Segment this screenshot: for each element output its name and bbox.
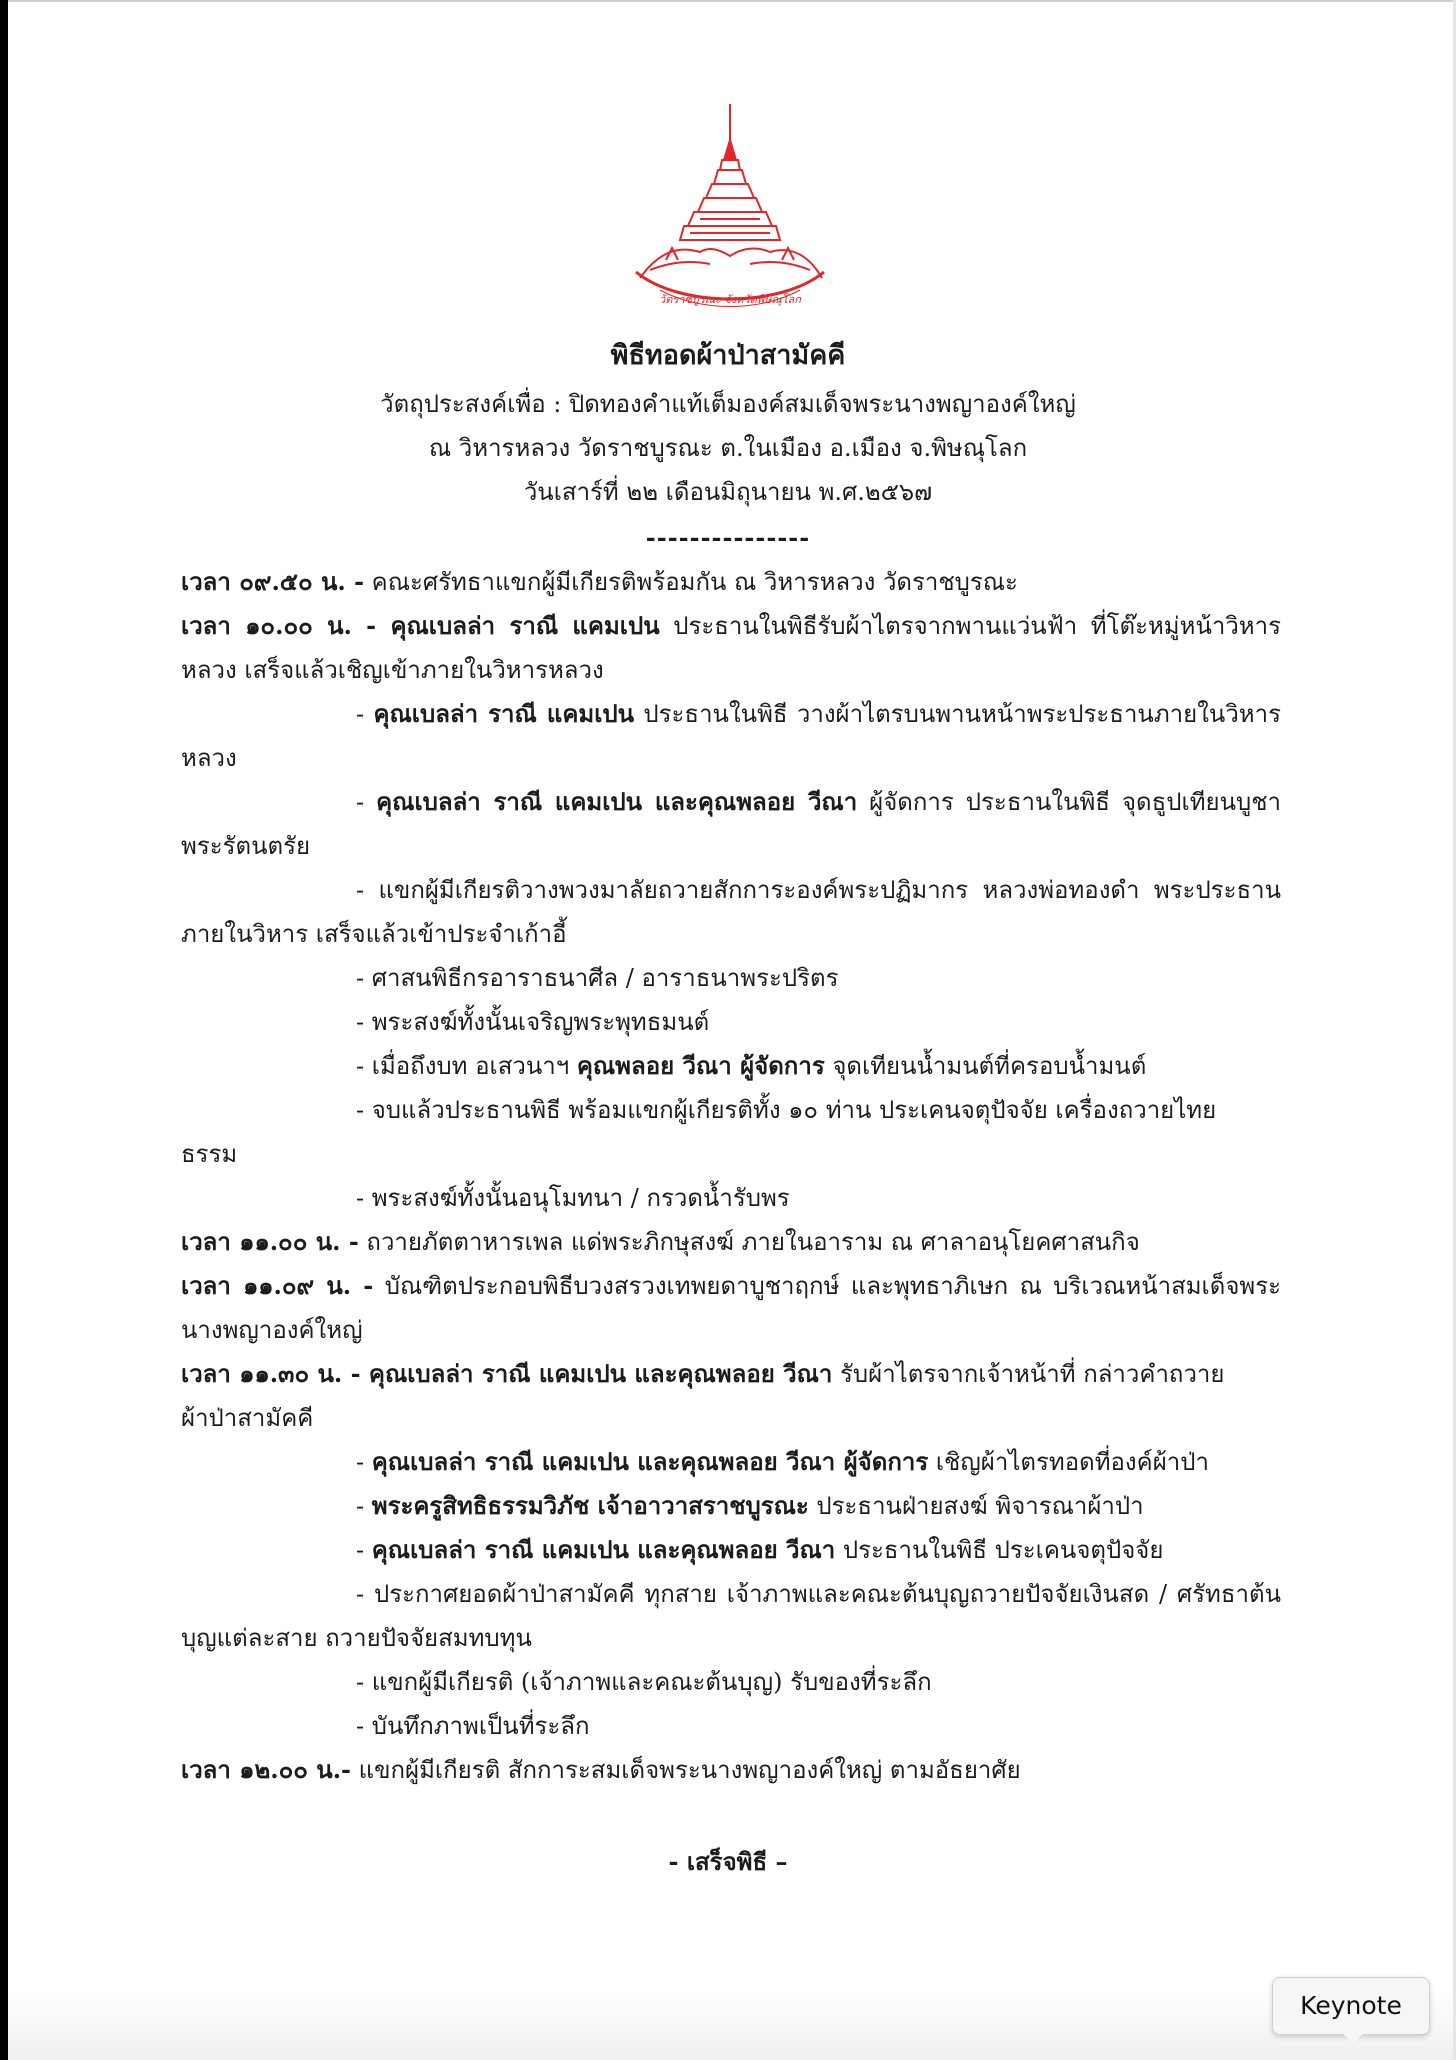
sub-item: - พระสงฆ์ทั้งนั้นอนุโมทนา / กรวดน้ำรับพร	[356, 1184, 790, 1212]
date-line: วันเสาร์ที่ ๒๒ เดือนมิถุนายน พ.ศ.๒๕๖๗	[523, 478, 933, 506]
tooltip-tail	[1341, 2032, 1365, 2044]
item-text: ถวายภัตตาหารเพล แด่พระภิกษุสงฆ์ ภายในอาราม ณ ศาลาอนุโยคศาสนกิจ	[358, 1228, 1140, 1256]
sub-item: - คุณเบลล่า ราณี แคมเปน และคุณพลอย วีณา ประธานในพิธี ประเคนจตุปัจจัย	[356, 1535, 1164, 1564]
schedule-1130-cont: ผ้าป่าสามัคคี	[181, 1404, 314, 1432]
time-label: เวลา ๑๒.๐๐ น.-	[181, 1755, 352, 1784]
schedule-1000	[181, 606, 1281, 646]
time-label: เวลา ๑๑.๐๐ น. -	[181, 1227, 359, 1256]
sub-item: - พระครูสิทธิธรรมวิภัช เจ้าอาวาสราชบูรณะ ประธานฝ่ายสงฆ์ พิจารณาผ้าป่า	[356, 1491, 1144, 1520]
item-text: ประธานในพิธีรับผ้าไตรจากพานแว่นฟ้า ที่โต๊ะหมู่หน้าวิหาร	[659, 612, 1281, 640]
keynote-tooltip: Keynote	[1272, 1977, 1430, 2035]
schedule-1100	[181, 1222, 1140, 1262]
sub-item-cont: ภายในวิหาร เสร็จแล้วเข้าประจำเก้าอี้	[181, 920, 567, 948]
sub-item-cont: พระรัตนตรัย	[181, 832, 311, 860]
schedule-1200	[181, 1750, 1021, 1790]
sub-item: - คุณเบลล่า ราณี แคมเปน ประธานในพิธี วางผ้าไตรบนพานหน้าพระประธานภายในวิหาร	[356, 699, 1281, 728]
sub-item-cont: ธรรม	[181, 1140, 238, 1168]
document-title: พิธีทอดผ้าป่าสามัคคี	[610, 340, 846, 371]
time-label: เวลา ๑๑.๐๙ น. -	[181, 1271, 374, 1300]
sub-item: - พระสงฆ์ทั้งนั้นเจริญพระพุทธมนต์	[356, 1008, 710, 1036]
item-text: บัณฑิตประกอบพิธีบวงสรวงเทพยดาบูชาฤกษ์ และพุทธาภิเษก ณ บริเวณหน้าสมเด็จพระ	[373, 1272, 1282, 1300]
item-bold: คุณเบลล่า ราณี แคมเปน และคุณพลอย วีณา	[360, 1359, 833, 1388]
schedule-1000-cont: หลวง เสร็จแล้วเชิญเข้าภายในวิหารหลวง	[181, 656, 604, 684]
window-bottom-fade	[8, 1990, 1453, 2060]
schedule-1109-cont: นางพญาองค์ใหญ่	[181, 1316, 363, 1344]
item-text: แขกผู้มีเกียรติ สักการะสมเด็จพระนางพญาองค์ใหญ่ ตามอัธยาศัย	[351, 1756, 1021, 1784]
item-text: คณะศรัทธาแขกผู้มีเกียรติพร้อมกัน ณ วิหารหลวง วัดราชบูรณะ	[364, 568, 1018, 596]
sub-item: - แขกผู้มีเกียรติวางพวงมาลัยถวายสักการะองค์พระปฏิมากร หลวงพ่อทองดำ พระประธาน	[356, 876, 1281, 904]
item-bold: คุณเบลล่า ราณี แคมเปน	[376, 611, 660, 640]
sub-item: - ประกาศยอดผ้าป่าสามัคคี ทุกสาย เจ้าภาพและคณะต้นบุญถวายปัจจัยเงินสด / ศรัทธาต้น	[356, 1580, 1281, 1608]
schedule-1130	[181, 1354, 1224, 1394]
temple-logo	[630, 100, 830, 315]
time-label: เวลา ๑๐.๐๐ น. -	[181, 611, 377, 640]
time-label: เวลา ๑๑.๓๐ น. -	[181, 1359, 361, 1388]
time-label: เวลา ๐๙.๕๐ น. -	[181, 567, 365, 596]
end-of-ceremony: - เสร็จพิธี –	[668, 1847, 788, 1876]
sub-item: - จบแล้วประธานพิธี พร้อมแขกผู้เกียรติทั้ง ๑๐ ท่าน ประเคนจตุปัจจัย เครื่องถวายไทย	[356, 1096, 1217, 1124]
item-text: รับผ้าไตรจากเจ้าหน้าที่ กล่าวคำถวาย	[832, 1360, 1225, 1388]
sub-item-cont: บุญแต่ละสาย ถวายปัจจัยสมทบทุน	[181, 1624, 532, 1652]
location-line: ณ วิหารหลวง วัดราชบูรณะ ต.ในเมือง อ.เมือง จ.พิษณุโลก	[428, 434, 1028, 462]
sub-item: - เมื่อถึงบท อเสวนาฯ คุณพลอย วีณา ผู้จัดการ จุดเทียนน้ำมนต์ที่ครอบน้ำมนต์	[356, 1051, 1147, 1080]
sub-item: - ศาสนพิธีกรอาราธนาศีล / อาราธนาพระปริตร	[356, 964, 839, 992]
sub-item: - คุณเบลล่า ราณี แคมเปน และคุณพลอย วีณา ผู้จัดการ เชิญผ้าไตรทอดที่องค์ผ้าป่า	[356, 1447, 1209, 1476]
sub-item: - คุณเบลล่า ราณี แคมเปน และคุณพลอย วีณา ผู้จัดการ ประธานในพิธี จุดธูปเทียนบูชา	[356, 787, 1281, 816]
sub-item: - บันทึกภาพเป็นที่ระลึก	[356, 1712, 590, 1740]
schedule-1109	[181, 1266, 1281, 1306]
logo-caption: วัดราชบูรณะ จังหวัดพิษณุโลก	[659, 293, 801, 306]
sub-item-cont: หลวง	[181, 744, 237, 772]
separator-line: ---------------	[645, 523, 811, 552]
purpose-line: วัตถุประสงค์เพื่อ : ปิดทองคำแท้เต็มองค์สมเด็จพระนางพญาองค์ใหญ่	[380, 390, 1076, 418]
schedule-0950	[181, 562, 1018, 602]
sub-item: - แขกผู้มีเกียรติ (เจ้าภาพและคณะต้นบุญ) รับของที่ระลึก	[356, 1668, 932, 1696]
